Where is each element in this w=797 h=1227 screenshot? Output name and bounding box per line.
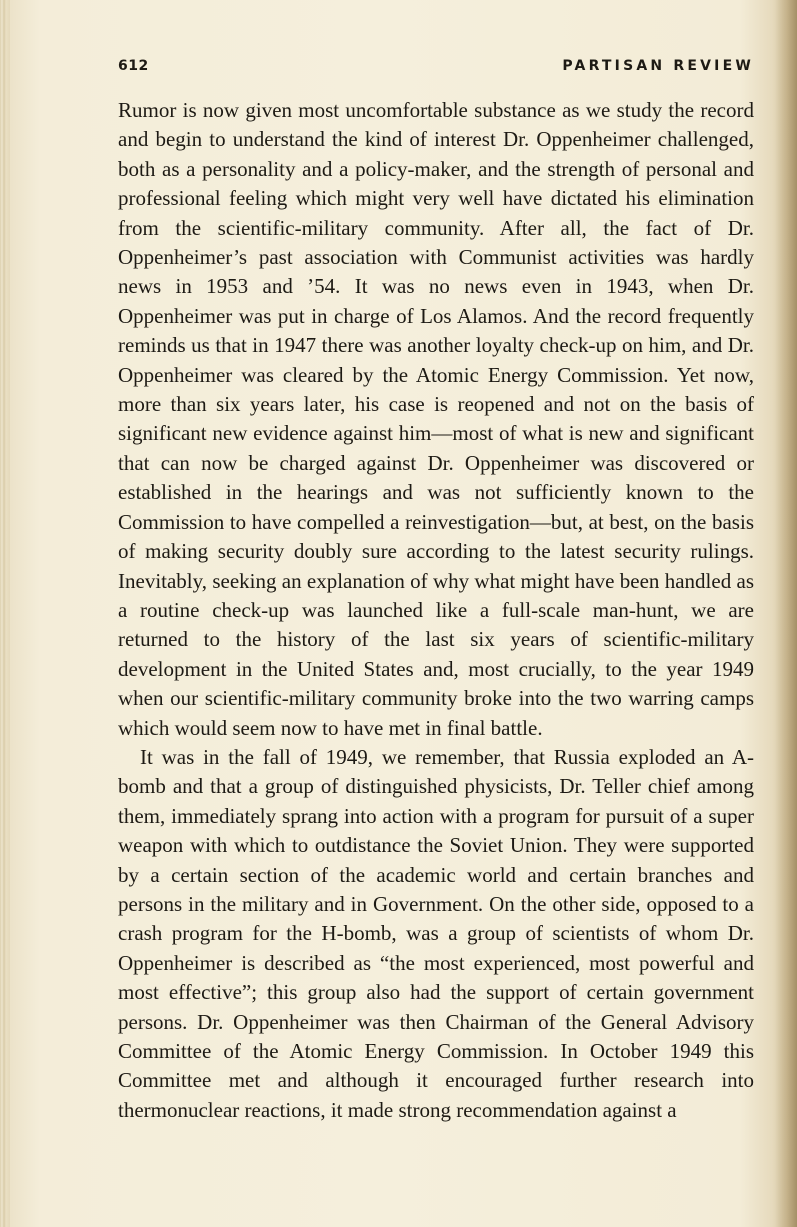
paragraph-1: Rumor is now given most uncomfortable substance as we study the record and begin to understand the kind of interest Dr. Oppenheimer challenged, both as a personality and a policy-maker, and the strength of personal and professional feeling which might very well have dictated his elimination from the scientific-military community. After all, the fact of Dr. Oppenheimer’s past association with Communist activities was hardly news in 1953 and ’54. It was no news even in 1943, when Dr. Oppenheimer was put in charge of Los Alamos. And the record frequently reminds us that in 1947 there was another loyalty check-up on him, and Dr. Oppenheimer was cleared by the Atomic Energy Commission. Yet now, more than six years later, his case is reopened and not on the basis of significant new evidence against him—most of what is new and significant that can now be charged against Dr. Oppenheimer was discovered or established in the hearings and was not sufficiently known to the Commission to have compelled a reinvestigation—but, at best, on the basis of making security doubly sure according to the latest security rulings. Inevitably, seeking an explanation of why what might have been handled as a routine check-up was launched like a full-scale man-hunt, we are returned to the history of the last six years of scientific-military development in the United States and, most crucially, to the year 1949 when our scientific-military community broke into the two warring camps which would seem now to have met in final battle. <box>118 98 754 740</box>
paragraph-2: It was in the fall of 1949, we remember, that Russia exploded an A-bomb and that a group of distinguished physicists, Dr. Teller chief among them, immediately sprang into action with a program for pursuit of a super weapon with which to outdistance the Soviet Union. They were supported by a certain section of the academic world and certain branches and persons in the military and in Government. On the other side, opposed to a crash program for the H-bomb, was a group of scientists of whom Dr. Oppenheimer is described as “the most experienced, most powerful and most effective”; this group also had the support of certain government persons. Dr. Oppenheimer was then Chairman of the General Advisory Committee of the Atomic Energy Commission. In October 1949 this Committee met and although it encouraged further research into thermonuclear reactions, it made strong recommendation against a <box>118 744 754 1122</box>
running-head <box>118 58 754 80</box>
page-edge-shadow <box>775 0 797 1227</box>
body-text <box>118 96 754 1125</box>
page-gutter-edge <box>0 0 10 1227</box>
journal-title: PARTISAN REVIEW <box>562 58 754 74</box>
page-number: 612 <box>118 58 149 74</box>
